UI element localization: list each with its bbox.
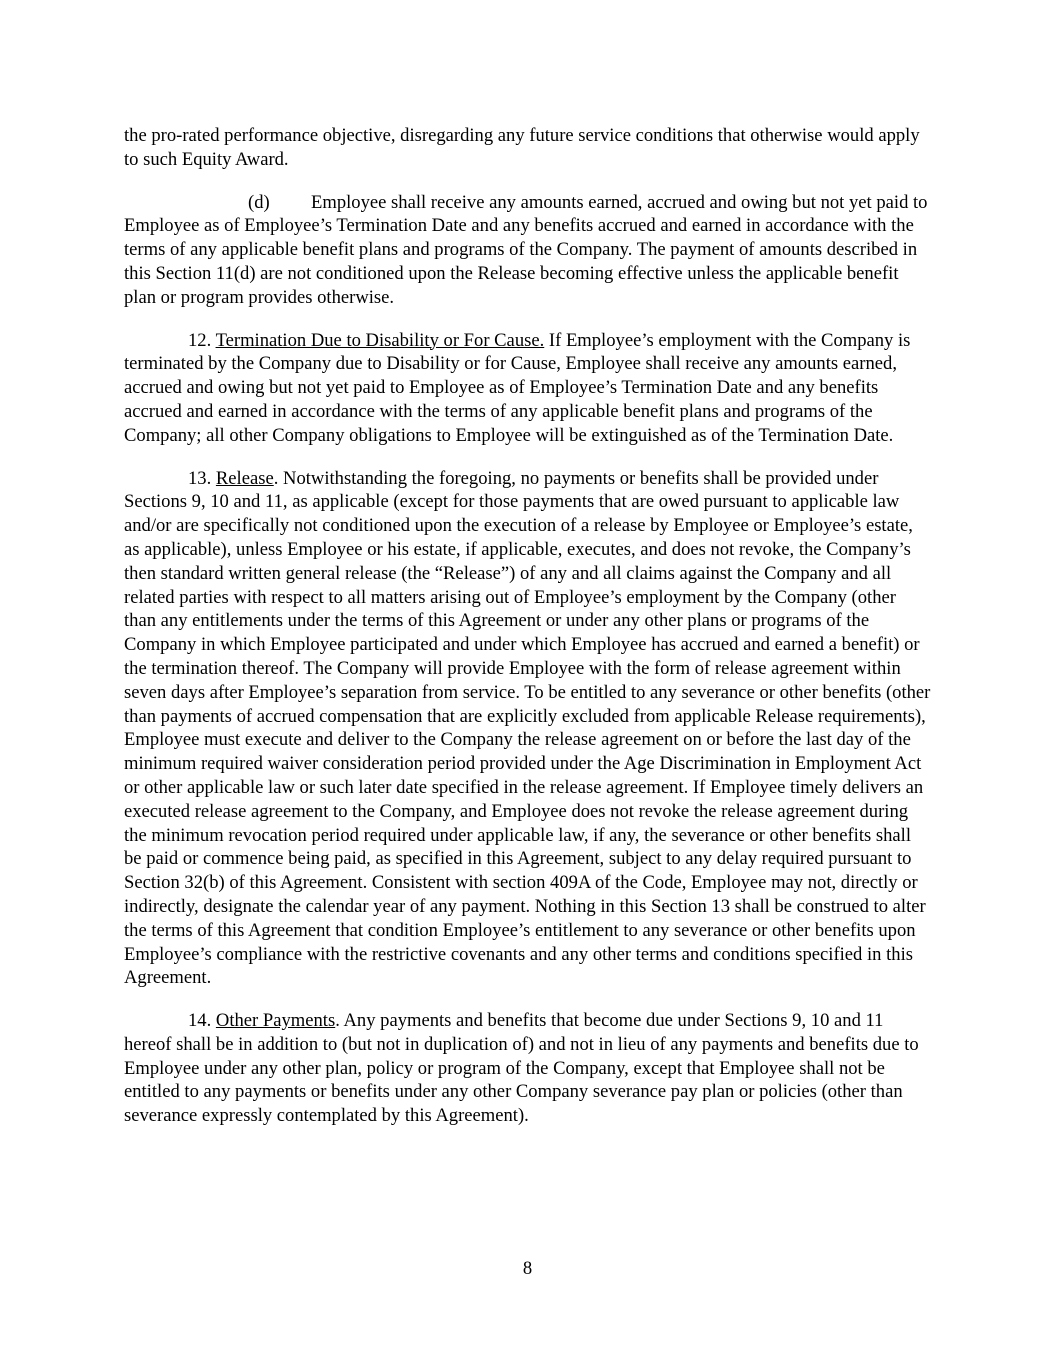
section-14-number: 14.: [188, 1010, 212, 1032]
section-13-number: 13.: [188, 467, 212, 489]
clause-d-paragraph: [124, 191, 932, 310]
clause-d-label: (d): [248, 191, 270, 213]
clause-d-text: Employee shall receive any amounts earned, accrued and owing but not yet paid to Employee as of Employee’s Termination Date and any benefits accrued and earned in accordance with the terms of any applicable benefit plans and programs of the Company. The payment of amounts described in this Section 11(d) are not conditioned upon the Release becoming effective unless the applicable benefit plan or program provides otherwise.: [124, 191, 928, 308]
section-12-text: If Employee’s employment with the Company is terminated by the Company due to Disability or for Cause, Employee shall receive any amounts earned, accrued and owing but not yet paid to Employee as of Employee’s Termination Date and any benefits accrued and earned in accordance with the terms of any applicable benefit plans and programs of the Company; all other Company obligations to Employee will be extinguished as of the Termination Date.: [124, 329, 911, 446]
section-12-heading: Termination Due to Disability or For Cause.: [215, 329, 545, 351]
section-12-paragraph: [124, 329, 932, 448]
section-14-text: . Any payments and benefits that become due under Sections 9, 10 and 11 hereof shall be in addition to (but not in duplication of) and not in lieu of any payments and benefits due to Employee under any other plan, policy or program of the Company, except that Employee shall not be entitled to any payments or benefits under any other Company severance pay plan or policies (other than severance expressly contemplated by this Agreement).: [124, 1010, 919, 1127]
section-14-paragraph: [124, 1009, 932, 1128]
section-13-paragraph: [124, 467, 932, 991]
section-13-heading: Release: [215, 467, 274, 489]
section-12-number: 12.: [188, 329, 212, 351]
continuation-paragraph: the pro-rated performance objective, disregarding any future service conditions that otherwise would apply to such Equity Award.: [124, 125, 920, 170]
page-number: 8: [522, 1258, 533, 1279]
section-14-heading: Other Payments: [215, 1010, 336, 1032]
section-13-text: . Notwithstanding the foregoing, no payments or benefits shall be provided under Sections 9, 10 and 11, as applicable (except for those payments that are owed pursuant to applicable law and/or are specifically not conditioned upon the execution of a release by Employee or Employee’s estate, as applicable), unless Employee or his estate, if applicable, executes, and does not revoke, the Company’s then standard written general release (the “Release”) of any and all claims against the Company and all related parties with respect to all matters arising out of Employee’s employment by the Company (other than any entitlements under the terms of this Agreement or under any other plans or programs of the Company in which Employee participated and under which Employee has accrued and earned a benefit) or the termination thereof. The Company will provide Employee with the form of release agreement within seven days after Employee’s separation from service. To be entitled to any severance or other benefits (other than payments of accrued compensation that are explicitly excluded from applicable Release requirements), Employee must execute and deliver to the Company the release agreement on or before the last day of the minimum required waiver consideration period provided under the Age Discrimination in Employment Act or other applicable law or such later date specified in the release agreement. If Employee timely delivers an executed release agreement to the Company, and Employee does not revoke the release agreement during the minimum revocation period required under applicable law, if any, the severance or other benefits shall be paid or commence being paid, as specified in this Agreement, subject to any delay required pursuant to Section 32(b) of this Agreement. Consistent with section 409A of the Code, Employee may not, directly or indirectly, designate the calendar year of any payment. Nothing in this Section 13 shall be construed to alter the terms of this Agreement that condition Employee’s entitlement to any severance or other benefits upon Employee’s compliance with the restrictive covenants and any other terms and conditions specified in this Agreement.: [124, 467, 931, 989]
document-page: [124, 124, 932, 1147]
